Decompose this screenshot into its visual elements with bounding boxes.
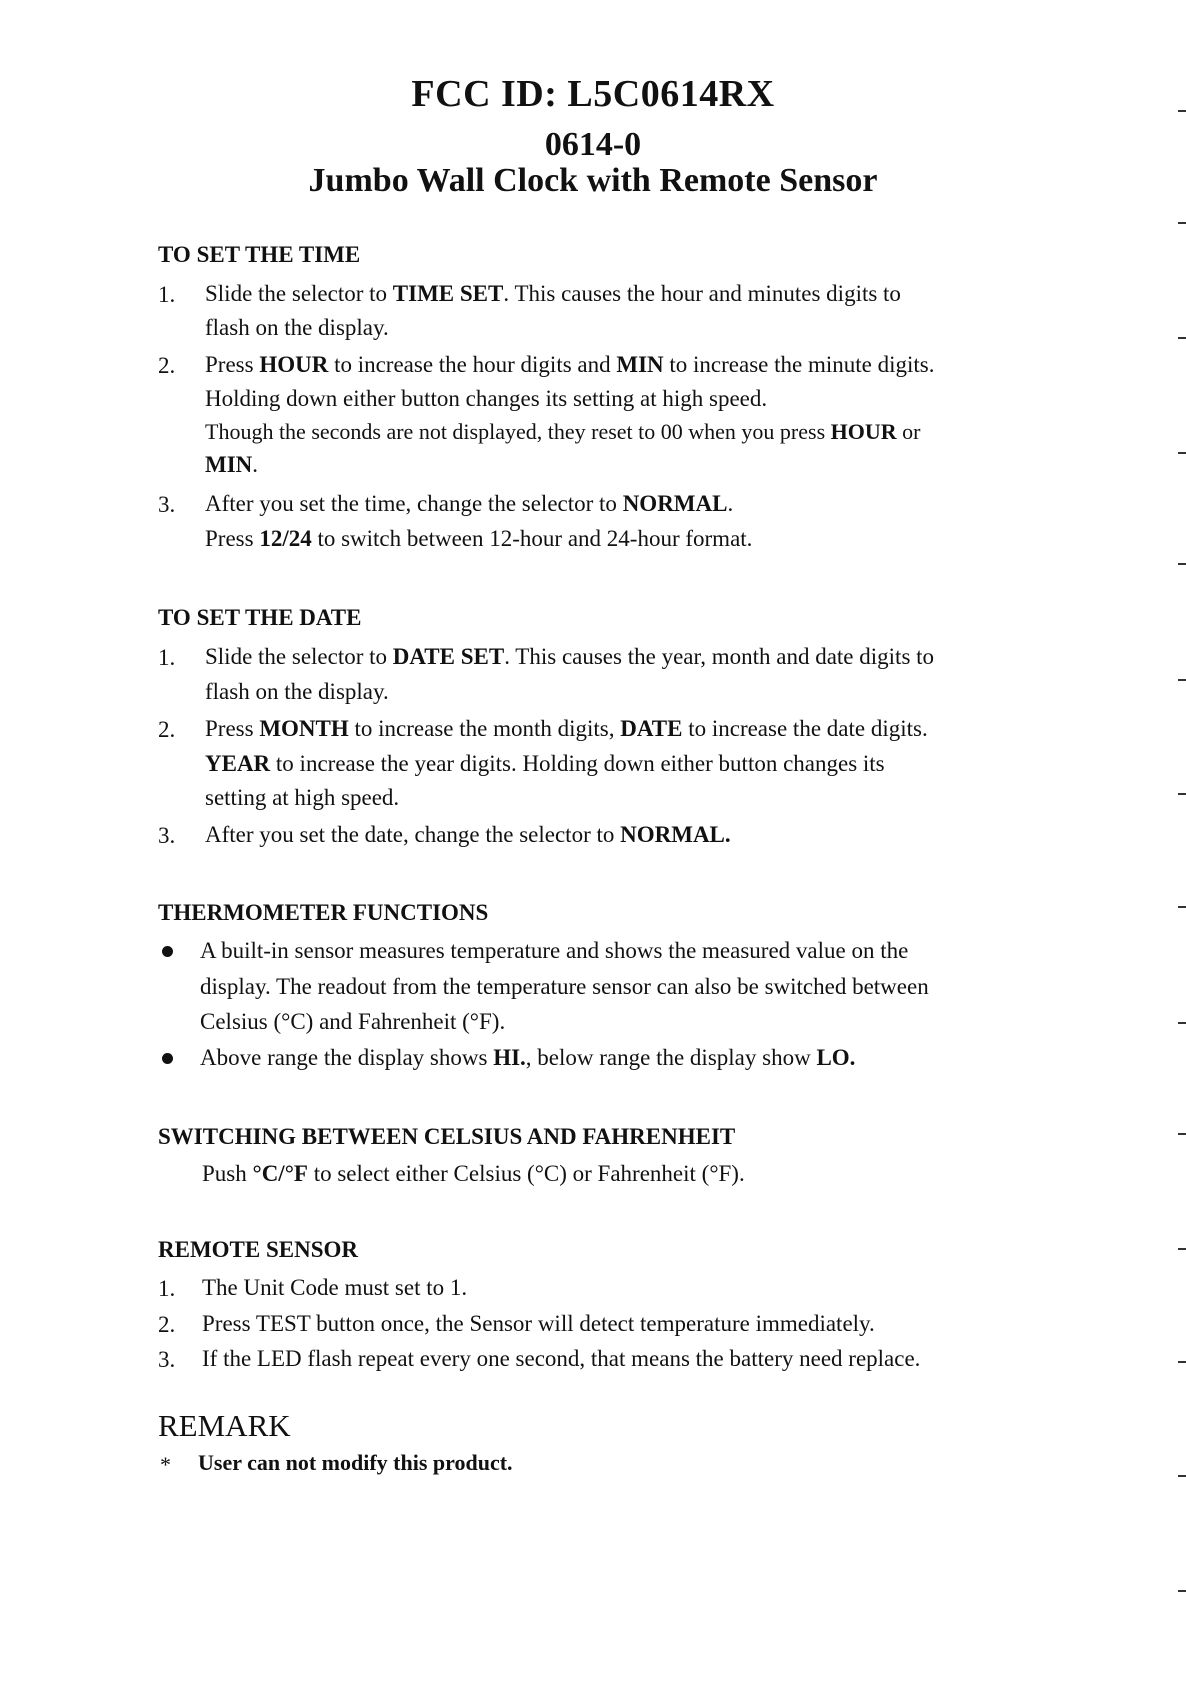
- section-heading-thermometer: THERMOMETER FUNCTIONS: [158, 900, 489, 925]
- time-step-3: After you set the time, change the selector to NORMAL.: [205, 491, 734, 516]
- section-heading-set-time: TO SET THE TIME: [158, 242, 361, 267]
- step-number: 1.: [158, 282, 176, 307]
- remote-step-1: The Unit Code must set to 1.: [202, 1275, 468, 1300]
- bullet-icon: [162, 946, 173, 957]
- date-step-1: Slide the selector to DATE SET. This causes the year, month and date digits to: [205, 644, 935, 669]
- remark-heading: REMARK: [158, 1408, 291, 1443]
- thermo-bullet-1: A built-in sensor measures temperature and shows the measured value on the: [200, 938, 909, 963]
- time-step-2-line-4: MIN.: [205, 452, 259, 477]
- scan-edge-mark: [1178, 452, 1186, 454]
- fcc-id-title: FCC ID: L5C0614RX: [411, 73, 775, 115]
- section-heading-set-date: TO SET THE DATE: [158, 605, 362, 630]
- step-number: 3.: [158, 823, 176, 848]
- scan-edge-mark: [1178, 793, 1186, 795]
- thermo-bullet-1-line-3: Celsius (°C) and Fahrenheit (°F).: [200, 1009, 506, 1034]
- thermo-bullet-1-line-2: display. The readout from the temperature sensor can also be switched between: [200, 974, 929, 999]
- time-step-2: Press HOUR to increase the hour digits and MIN to increase the minute digits.: [205, 352, 935, 377]
- time-step-1: Slide the selector to TIME SET. This causes the hour and minutes digits to: [205, 281, 901, 306]
- remote-step-2: Press TEST button once, the Sensor will detect temperature immediately.: [202, 1311, 875, 1336]
- date-step-2-line-2: YEAR to increase the year digits. Holding down either button changes its: [205, 751, 885, 776]
- time-step-1-cont: flash on the display.: [205, 315, 389, 340]
- remark-asterisk: *: [160, 1452, 171, 1477]
- scan-edge-mark: [1178, 1475, 1186, 1477]
- thermo-bullet-2: Above range the display shows HI., below range the display show LO.: [200, 1045, 856, 1070]
- date-step-3: After you set the date, change the selector to NORMAL.: [205, 822, 731, 847]
- time-step-2-line-2: Holding down either button changes its setting at high speed.: [205, 386, 768, 411]
- scan-edge-mark: [1178, 110, 1186, 112]
- date-step-1-cont: flash on the display.: [205, 679, 389, 704]
- step-number: 2.: [158, 1312, 176, 1337]
- time-step-3-cont: Press 12/24 to switch between 12-hour and 24-hour format.: [205, 526, 753, 551]
- step-number: 2.: [158, 717, 176, 742]
- scan-edge-mark: [1178, 222, 1186, 224]
- section-heading-remote-sensor: REMOTE SENSOR: [158, 1237, 359, 1262]
- time-step-2-line-3: Though the seconds are not displayed, they reset to 00 when you press HOUR or: [205, 419, 921, 444]
- step-number: 3.: [158, 492, 176, 517]
- model-number: 0614-0: [544, 126, 642, 163]
- date-step-2: Press MONTH to increase the month digits, DATE to increase the date digits.: [205, 716, 928, 741]
- remark-text: User can not modify this product.: [198, 1450, 513, 1475]
- scan-edge-mark: [1178, 1248, 1186, 1250]
- step-number: 3.: [158, 1347, 176, 1372]
- scan-edge-mark: [1178, 1361, 1186, 1363]
- section-heading-switching: SWITCHING BETWEEN CELSIUS AND FAHRENHEIT: [158, 1124, 736, 1149]
- scan-edge-mark: [1178, 679, 1186, 681]
- scan-edge-mark: [1178, 1133, 1186, 1135]
- step-number: 2.: [158, 353, 176, 378]
- step-number: 1.: [158, 645, 176, 670]
- product-title: Jumbo Wall Clock with Remote Sensor: [308, 162, 878, 199]
- bullet-icon: [162, 1053, 173, 1064]
- step-number: 1.: [158, 1276, 176, 1301]
- scan-edge-mark: [1178, 337, 1186, 339]
- date-step-2-line-3: setting at high speed.: [205, 785, 400, 810]
- scan-edge-mark: [1178, 563, 1186, 565]
- switching-text: Push °C/°F to select either Celsius (°C) or Fahrenheit (°F).: [202, 1161, 745, 1186]
- scan-edge-mark: [1178, 906, 1186, 908]
- scan-edge-mark: [1178, 1590, 1186, 1592]
- remote-step-3: If the LED flash repeat every one second, that means the battery need replace.: [202, 1346, 921, 1371]
- scan-edge-mark: [1178, 1022, 1186, 1024]
